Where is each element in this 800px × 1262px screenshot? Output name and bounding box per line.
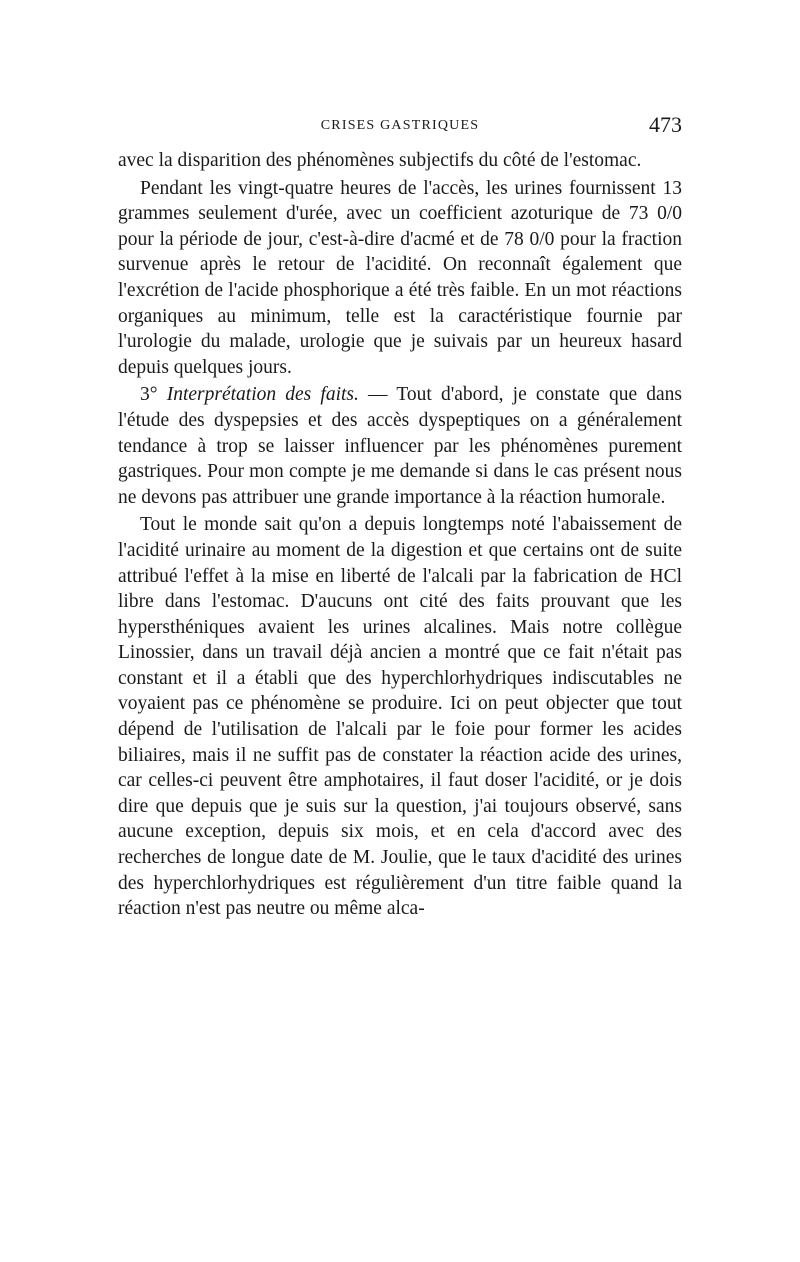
paragraph-4 (118, 512, 682, 922)
paragraph-1 (118, 148, 682, 174)
paragraph-1-text: avec la disparition des phénomènes subjectifs du côté de l'estomac. (118, 150, 642, 171)
running-header (118, 112, 682, 140)
paragraph-3 (118, 382, 682, 510)
body-text (118, 148, 682, 922)
section-dash: — (368, 384, 397, 406)
paragraph-2-text: Pendant les vingt-quatre heures de l'accès, les urines fournissent 13 grammes seulement d'urée, avec un coefficient azoturique de 73 0/0 pour la période de jour, c'est-à-dire d'acmé et de 78 0/0 pour la fraction survenue après le retour de l'acidité. On reconnaît également que l'excrétion de l'acide phosphorique a été très faible. En un mot réactions organiques au minimum, telle est la caractéristique fournie par l'urologie du malade, urologie que je suivais par un heureux hasard depuis quelques jours. (118, 177, 682, 378)
page-number: 473 (649, 112, 682, 137)
book-page (118, 112, 682, 922)
section-number: 3° (140, 384, 158, 406)
section-heading: Interprétation des faits. (166, 384, 359, 406)
paragraph-2 (118, 176, 682, 381)
paragraph-3-text: Tout d'abord, je constate que dans l'étude des dyspepsies et des accès dyspeptiques on a généralement tendance à trop se laisser influencer par les phénomènes purement gastriques. Pour mon compte je me demande si dans le cas présent nous ne devons pas attribuer une grande importance à la réaction humorale. (118, 384, 682, 508)
running-title: CRISES GASTRIQUES (320, 118, 480, 133)
paragraph-4-text: Tout le monde sait qu'on a depuis longtemps noté l'abaissement de l'acidité urinaire au moment de la digestion et que certains ont de suite attribué l'effet à la mise en liberté de l'alcali par la fabrication de HCl libre dans l'estomac. D'aucuns ont cité des faits prouvant que les hypersthéniques avaient les urines alcalines. Mais notre collègue Linossier, dans un travail déjà ancien a montré que ce fait n'était pas constant et il a établi que des hyperchlorhydriques indiscutables ne voyaient pas ce phénomène se produire. Ici on peut objecter que tout dépend de l'utilisation de l'alcali par le foie pour former les acides biliaires, mais il ne suffit pas de constater la réaction acide des urines, car celles-ci peuvent être amphotaires, il faut doser l'acidité, or je dois dire que depuis que je suis sur la question, j'ai toujours observé, sans aucune exception, depuis six mois, et en cela d'accord avec des recherches de longue date de M. Joulie, que le taux d'acidité des urines des hyperchlorhydriques est régulièrement d'un titre faible quand la réaction n'est pas neutre ou même alca- (118, 514, 682, 920)
